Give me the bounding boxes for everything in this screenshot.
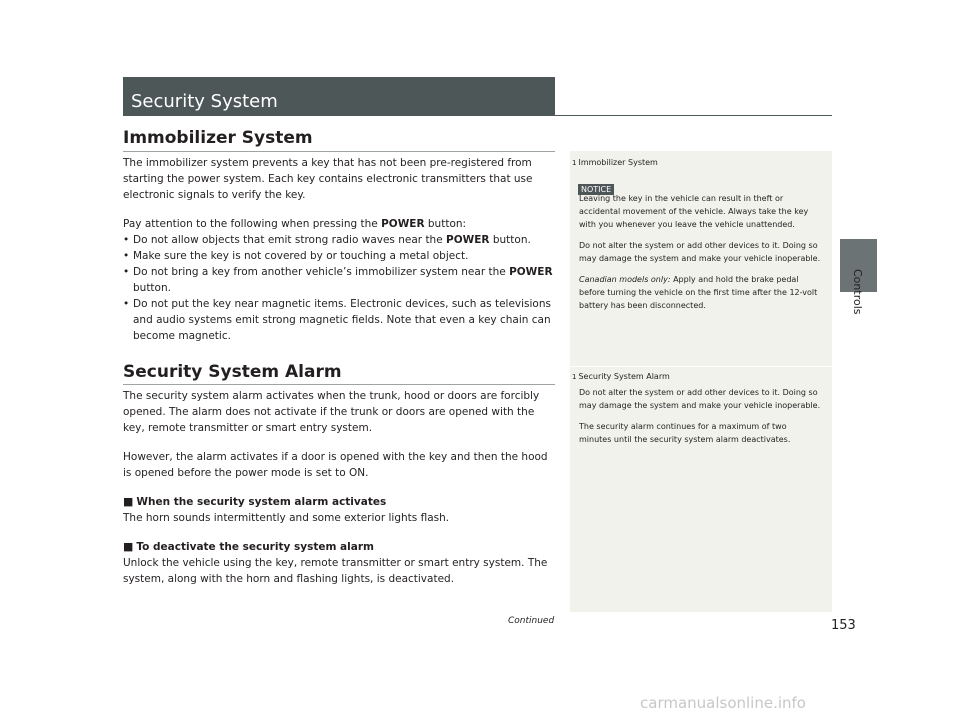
- notice-text: Leaving the key in the vehicle can result in theft or accidental movement of the vehicle. Always take the key with you whenever you leave the vehicle unattended.: [579, 194, 809, 229]
- alarm-activates-text: The horn sounds intermittently and some exterior lights flash.: [123, 512, 450, 524]
- notes-divider: [570, 366, 832, 367]
- alarm-body: [123, 388, 555, 587]
- immobilizer-intro: The immobilizer system prevents a key that has not been pre-registered from starting the power system. Each key contains electronic transmitters that use electronic signals to verify the key.: [123, 157, 533, 201]
- alarm-subheading-activates: ■ When the security system alarm activates: [123, 495, 387, 508]
- note-immobilizer-p3: Canadian models only: Apply and hold the brake pedal before turning the vehicle on the first time after the 12-volt battery has been disconnected.: [579, 275, 818, 310]
- page-number: 153: [831, 618, 856, 633]
- list-item: • Do not allow objects that emit strong radio waves near the POWER button.: [123, 234, 531, 246]
- list-item: • Do not put the key near magnetic items. Electronic devices, such as televisions and audio systems emit strong magnetic fields. Note that even a key chain can become magnetic.: [123, 298, 551, 342]
- continued-label: Continued: [508, 616, 555, 626]
- note-alarm-body: [579, 386, 821, 446]
- alarm-paragraph-2: However, the alarm activates if a door is opened with the key and then the hood is opened before the power mode is set to ON.: [123, 451, 548, 479]
- alarm-deactivate-text: Unlock the vehicle using the key, remote transmitter or smart entry system. The system, along with the horn and flashing lights, is deactivated.: [123, 557, 548, 585]
- note-immobilizer-body: [579, 192, 821, 312]
- note-immobilizer-p2: Do not alter the system or add other devices to it. Doing so may damage the system and make your vehicle inoperable.: [579, 241, 821, 263]
- watermark: carmanualsonline.info: [640, 694, 806, 712]
- note-alarm-title: 1 Security System Alarm: [572, 372, 670, 381]
- alarm-heading: Security System Alarm: [123, 362, 342, 382]
- section-header-bar: [123, 77, 555, 115]
- list-item: • Do not bring a key from another vehicle’s immobilizer system near the POWER button.: [123, 266, 553, 294]
- immobilizer-body: [123, 155, 555, 344]
- alarm-paragraph-1: The security system alarm activates when the trunk, hood or doors are forcibly opened. The alarm does not activate if the trunk or doors are opened with the key, remote transmitter or smart entry system.: [123, 390, 540, 434]
- immobilizer-bullet-list: [123, 232, 555, 344]
- attention-line: Pay attention to the following when pressing the POWER button:: [123, 218, 467, 230]
- alarm-subheading-deactivate: ■ To deactivate the security system alarm: [123, 540, 374, 553]
- list-item: • Make sure the key is not covered by or touching a metal object.: [123, 250, 469, 262]
- immobilizer-heading: Immobilizer System: [123, 128, 313, 148]
- section-title: Security System: [131, 91, 278, 112]
- note-immobilizer-title: 1 Immobilizer System: [572, 158, 658, 167]
- immobilizer-heading-rule: [123, 151, 555, 152]
- notice-badge: NOTICE: [578, 177, 614, 196]
- chapter-tab-label: Controls: [851, 269, 864, 315]
- alarm-heading-rule: [123, 384, 555, 385]
- header-rule: [123, 115, 832, 116]
- note-alarm-p1: Do not alter the system or add other devices to it. Doing so may damage the system and make your vehicle inoperable.: [579, 388, 821, 410]
- note-alarm-p2: The security alarm continues for a maximum of two minutes until the security system alarm deactivates.: [579, 422, 791, 444]
